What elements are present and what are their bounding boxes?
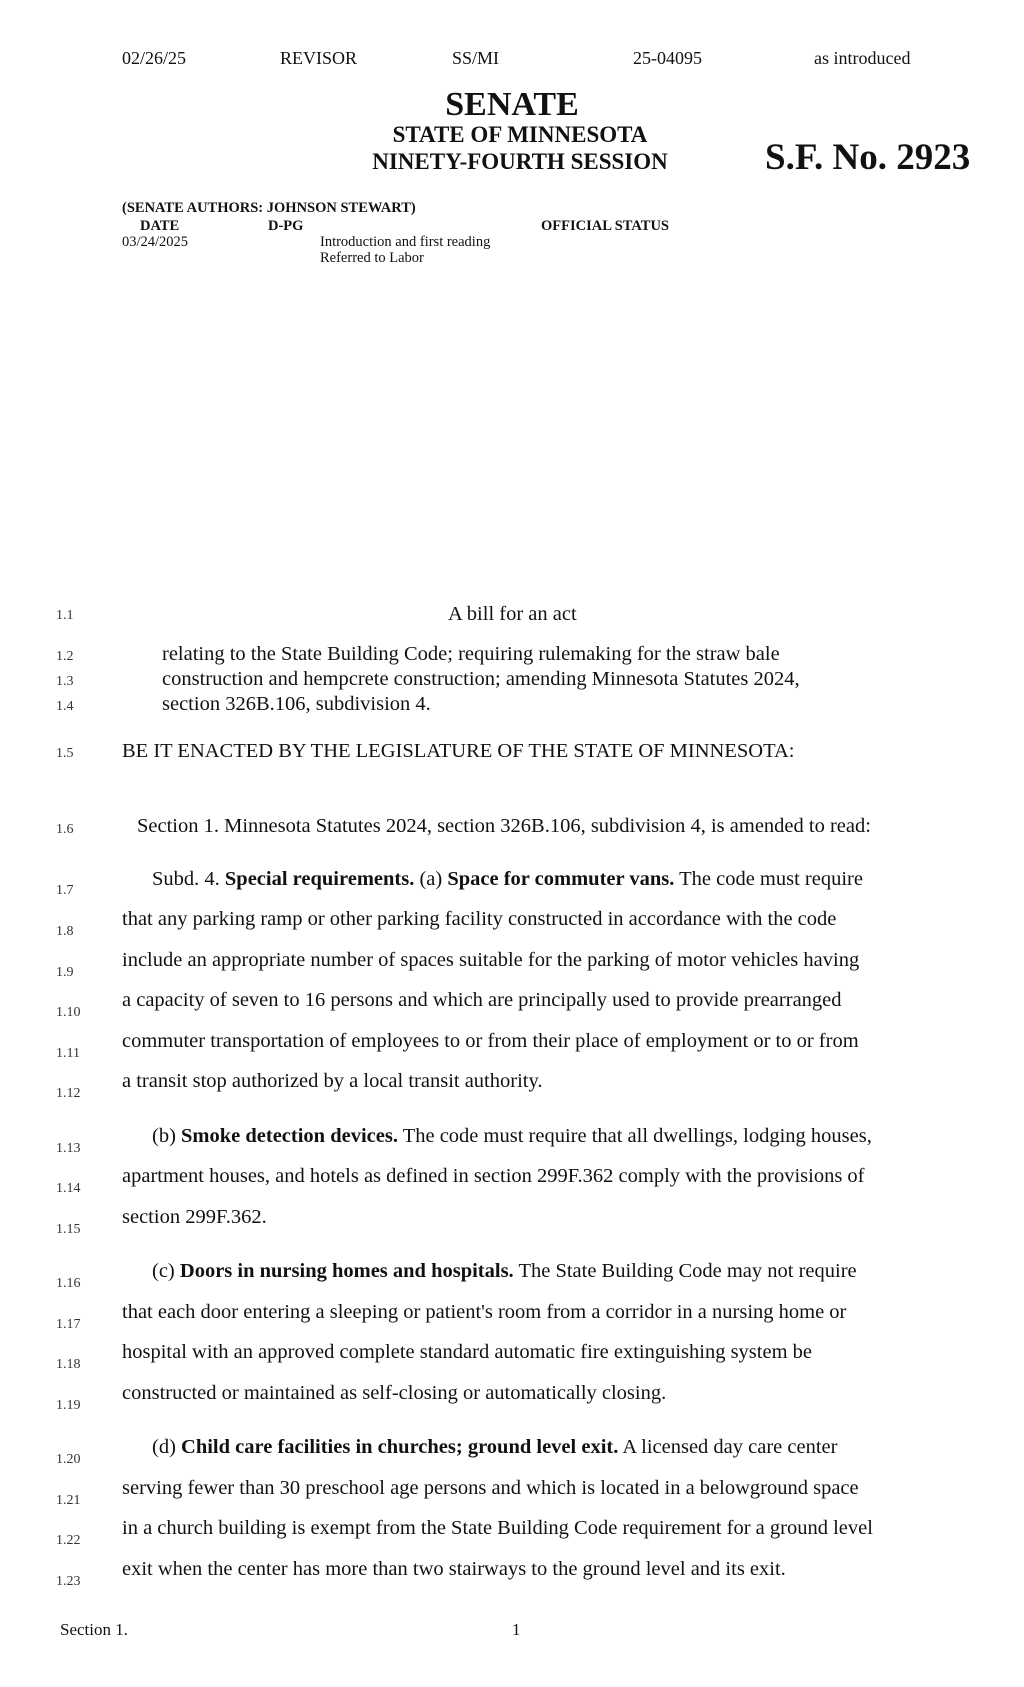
line-number: 1.9 (56, 965, 74, 980)
line-number: 1.10 (56, 1005, 81, 1020)
bill-title: A bill for an act (448, 603, 577, 625)
footer-section: Section 1. (60, 1620, 128, 1639)
bold-heading: Special requirements. (224, 868, 415, 890)
bill-line: relating to the State Building Code; requiring rulemaking for the straw bale (162, 643, 780, 665)
line-number: 1.19 (56, 1398, 81, 1413)
line-number: 1.14 (56, 1181, 81, 1196)
line-number: 1.22 (56, 1533, 81, 1548)
line-number: 1.6 (56, 822, 74, 837)
bill-line: constructed or maintained as self-closing or automatically closing. (122, 1382, 667, 1404)
line-number: 1.12 (56, 1086, 81, 1101)
line-text: (a) (414, 868, 448, 890)
enacting-clause: BE IT ENACTED BY THE LEGISLATURE OF THE STATE OF MINNESOTA: (122, 740, 795, 762)
bold-heading: Smoke detection devices. (181, 1125, 398, 1147)
bill-line: apartment houses, and hotels as defined in section 299F.362 comply with the provisions of (122, 1165, 865, 1187)
bill-line: commuter transportation of employees to or from their place of employment or to or from (122, 1030, 859, 1052)
bill-line: exit when the center has more than two stairways to the ground level and its exit. (122, 1558, 786, 1580)
line-number: 1.3 (56, 674, 74, 689)
line-text: Subd. 4. (152, 868, 225, 890)
header-revisor: REVISOR (280, 48, 358, 68)
line-number: 1.11 (56, 1046, 80, 1061)
line-number: 1.23 (56, 1574, 81, 1589)
line-number: 1.17 (56, 1317, 81, 1332)
col-date: DATE (140, 218, 180, 234)
bill-line (152, 1125, 872, 1148)
bill-line: that any parking ramp or other parking facility constructed in accordance with the code (122, 908, 837, 930)
line-text: (d) (152, 1436, 182, 1458)
bold-heading: Space for commuter vans. (447, 868, 675, 890)
footer-page-number: 1 (512, 1620, 521, 1639)
bill-line (152, 868, 863, 891)
line-number: 1.5 (56, 746, 74, 761)
bill-line: construction and hempcrete construction; amending Minnesota Statutes 2024, (162, 668, 800, 690)
line-number: 1.7 (56, 883, 74, 898)
line-number: 1.18 (56, 1357, 81, 1372)
bill-line: in a church building is exempt from the State Building Code requirement for a ground level (122, 1517, 873, 1539)
entry-action-1: Introduction and first reading (320, 234, 491, 250)
line-number: 1.2 (56, 649, 74, 664)
line-number: 1.8 (56, 924, 74, 939)
header-initials: SS/MI (452, 48, 500, 68)
line-number: 1.20 (56, 1452, 81, 1467)
entry-date: 03/24/2025 (122, 234, 189, 250)
entry-action-2: Referred to Labor (320, 250, 424, 266)
line-number: 1.16 (56, 1276, 81, 1291)
state-title: STATE OF MINNESOTA (392, 122, 648, 147)
bill-line: serving fewer than 30 preschool age persons and which is located in a belowground space (122, 1477, 859, 1499)
line-text: The State Building Code may not require (513, 1260, 857, 1282)
senate-authors: (SENATE AUTHORS: JOHNSON STEWART) (122, 200, 416, 216)
col-official-status: OFFICIAL STATUS (541, 218, 669, 234)
header-status: as introduced (814, 48, 911, 68)
line-number: 1.21 (56, 1493, 81, 1508)
chamber-title: SENATE (445, 86, 579, 123)
line-text: (c) (152, 1260, 180, 1282)
bold-heading: Child care facilities in churches; ground level exit. (181, 1436, 619, 1458)
line-text: The code must require that all dwellings, lodging houses, (397, 1125, 872, 1147)
line-number: 1.15 (56, 1222, 81, 1237)
bill-line: hospital with an approved complete standard automatic fire extinguishing system be (122, 1341, 812, 1363)
bold-heading: Doors in nursing homes and hospitals. (179, 1260, 514, 1282)
line-text: The code must require (674, 868, 863, 890)
bill-line: a capacity of seven to 16 persons and which are principally used to provide prearranged (122, 989, 842, 1011)
session-title: NINETY-FOURTH SESSION (372, 149, 668, 174)
header-date: 02/26/25 (122, 48, 187, 68)
header-doc-number: 25-04095 (633, 48, 702, 68)
bill-line: a transit stop authorized by a local transit authority. (122, 1070, 543, 1092)
bill-line: section 326B.106, subdivision 4. (162, 693, 431, 715)
line-number: 1.13 (56, 1141, 81, 1156)
bill-line: include an appropriate number of spaces suitable for the parking of motor vehicles having (122, 949, 860, 971)
line-text: (b) (152, 1125, 182, 1147)
bill-number: S.F. No. 2923 (765, 137, 971, 178)
bill-line (152, 1436, 837, 1459)
bill-line: section 299F.362. (122, 1206, 267, 1228)
col-dpg: D-PG (268, 218, 304, 234)
line-text: A licensed day care center (618, 1436, 838, 1458)
section-heading: Section 1. Minnesota Statutes 2024, section 326B.106, subdivision 4, is amended to read: (137, 815, 871, 837)
bill-line: that each door entering a sleeping or patient's room from a corridor in a nursing home or (122, 1301, 847, 1323)
line-number: 1.4 (56, 699, 74, 714)
bill-line (152, 1260, 857, 1283)
line-number: 1.1 (56, 608, 74, 623)
